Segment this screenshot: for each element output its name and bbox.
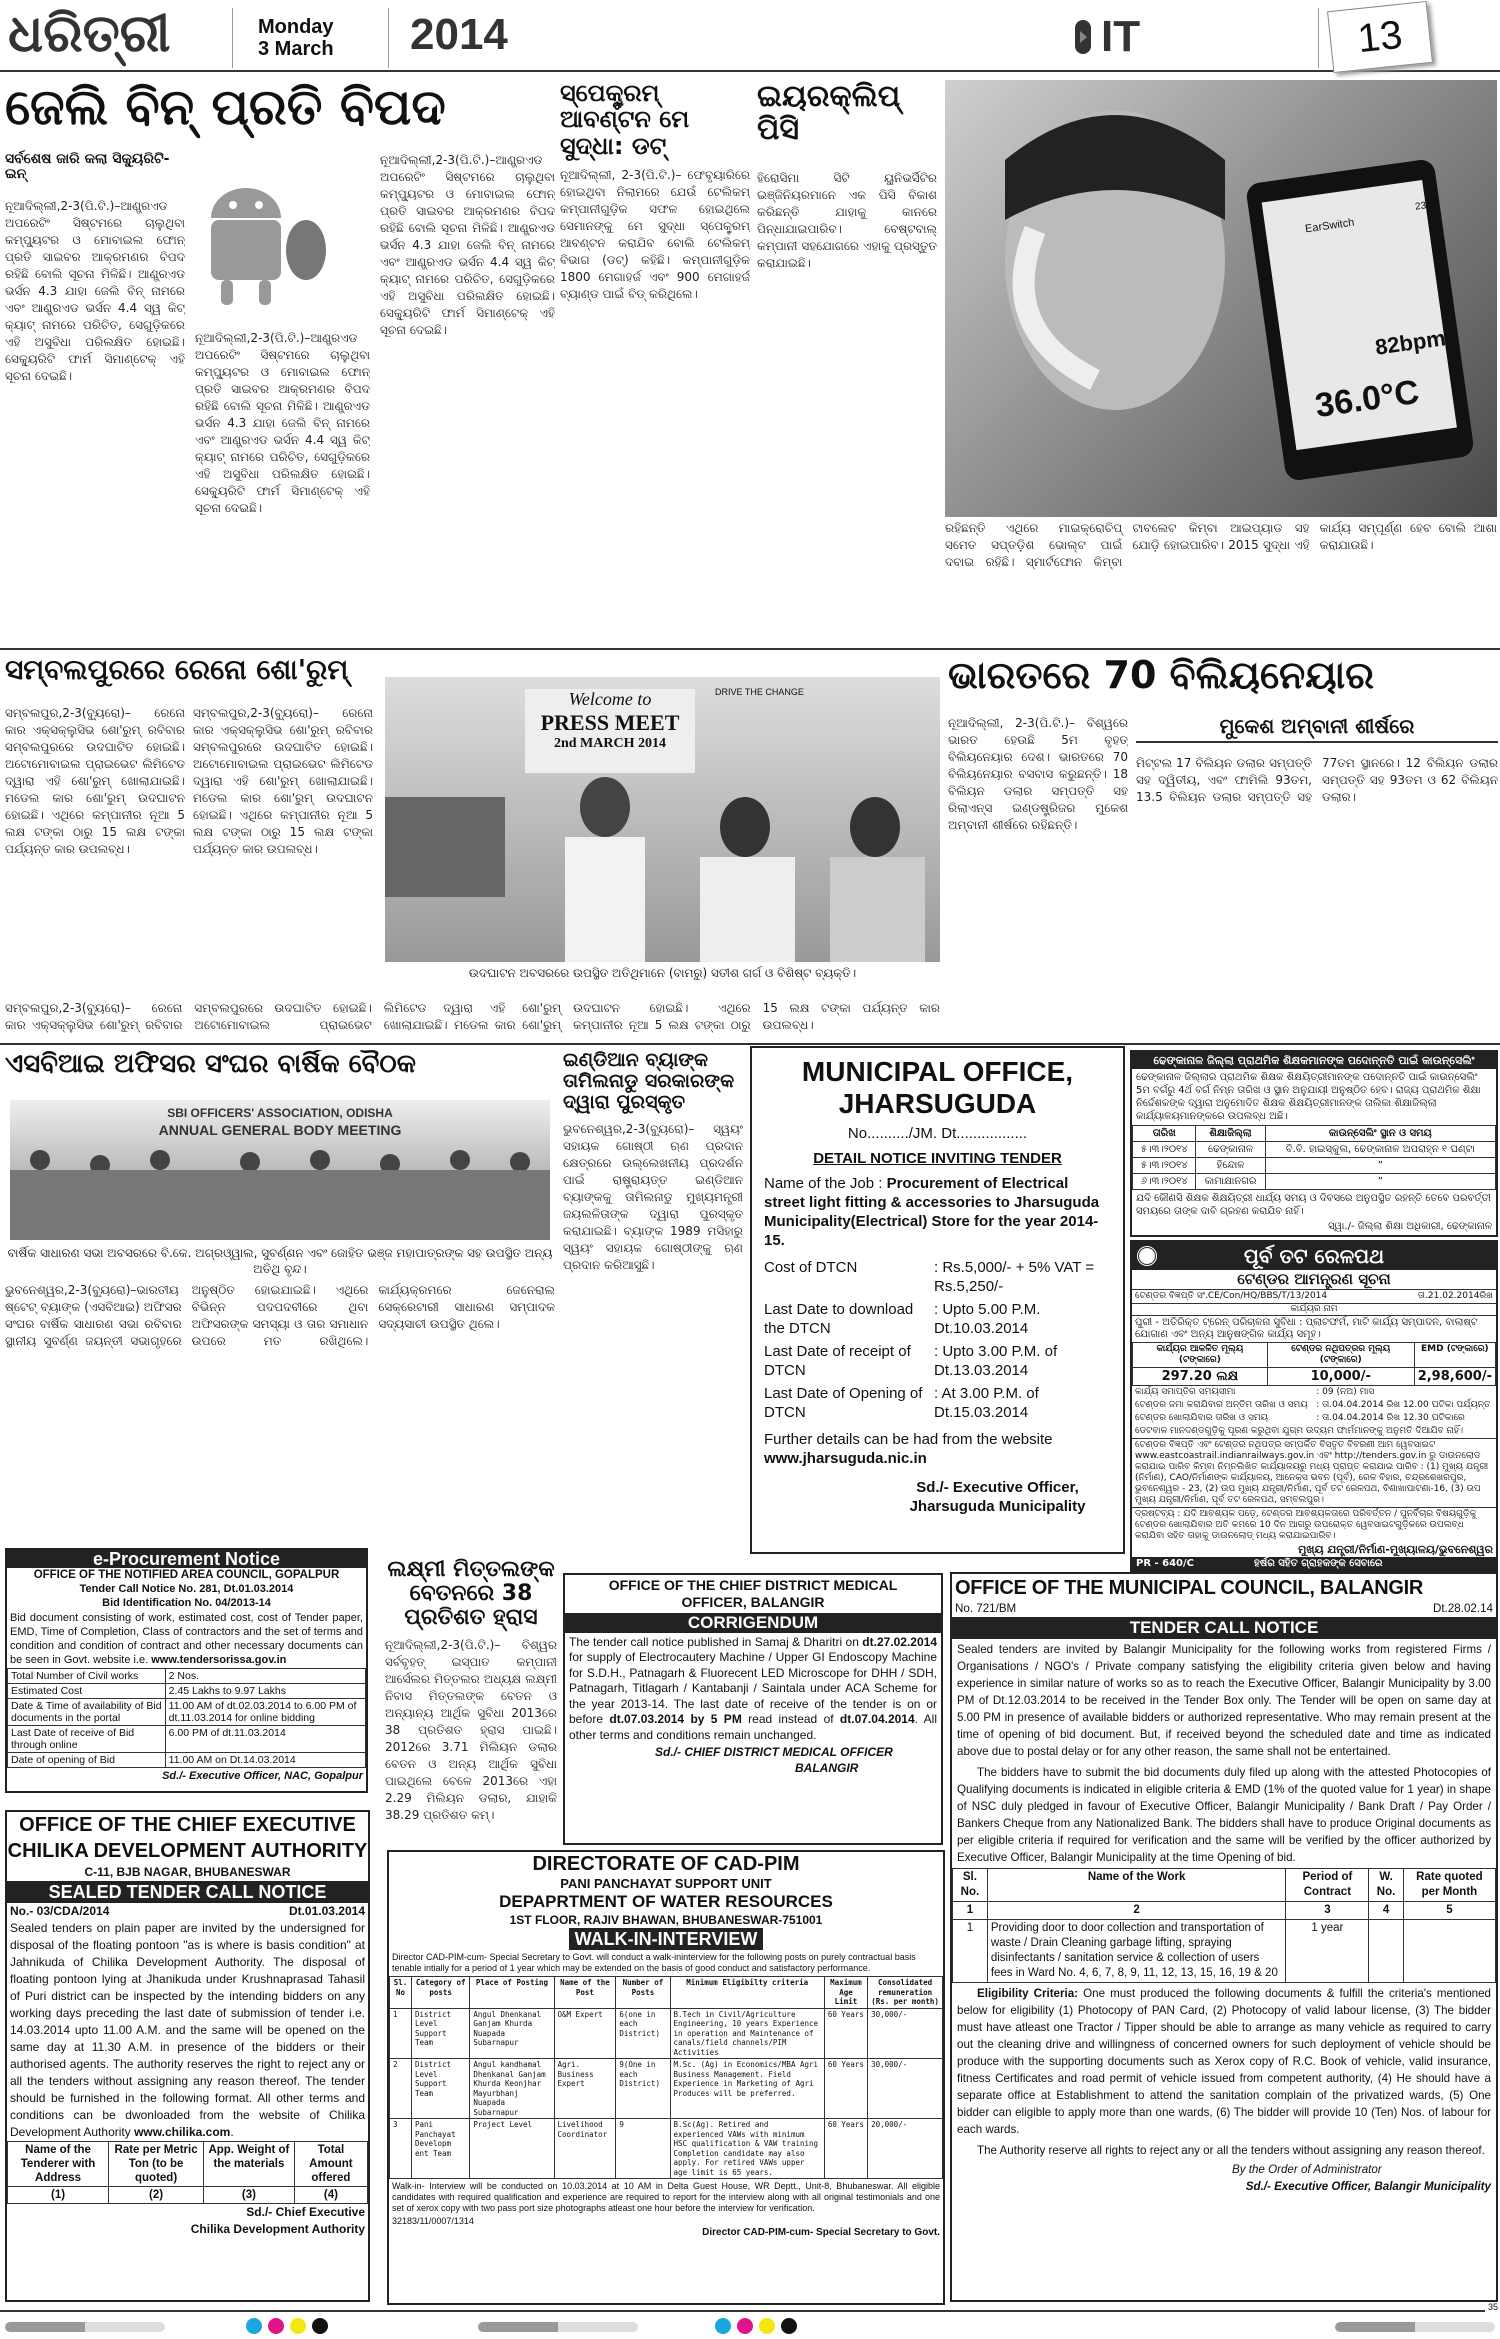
article-sbi [5, 1050, 555, 1460]
column-header: Name of the Tenderer with Address [8, 2142, 109, 2187]
table-cell: 11.00 AM of dt.02.03.2014 to 6.00 PM of dt.11.03.2014 for online bidding [165, 1699, 365, 1726]
article-body-col2: ନୂଆଦିଲ୍ଲୀ,2-3(ପି.ଟି.)–ଆଣ୍ଡ୍ରଏଡ ଅପରେଟିଂ ସିଷ୍ଟମରେ ଚାଲୁଥିବା କମ୍ପ୍ୟୁଟର ଓ ମୋବାଇଲ ଫୋନ୍ ପ୍ରତି ସାଇବର ଆକ୍ରମଣର ବିପଦ ରହିଛି ବୋଲି ସୂଚନା ମିଳିଛି। ଆଣ୍ଡ୍ରଏଡ ଭର୍ସନ 4.3 ଯାହା ଜେଲି ବିନ୍ ନାମରେ ଏବଂ ଆଣ୍ଡ୍ରଏଡ ଭର୍ସନ 4.4 ସ୍ୱ କିଟ୍ କ୍ୟାଟ୍ ନାମରେ ପରିଚିତ, ସେଗୁଡ଼ିକରେ ଏହି ଅସୁବିଧା ପରିଲକ୍ଷିତ ହୋଇଛି। ସେକ୍ୟୁରିଟି ଫାର୍ମ ସିମାଣ୍ଟେକ୍ ଏହି ସୂଚନା ଦେଇଛି। [195, 331, 370, 515]
notice-jharsuguda [750, 1046, 1125, 1554]
signature: Sd./- Executive Officer, Balangir Municipality [1245, 2180, 1491, 2193]
details-table [1132, 1386, 1496, 1425]
table-row [390, 2119, 943, 2179]
table-header-row [1133, 1343, 1496, 1368]
section-label [1075, 12, 1140, 62]
registration-dot [268, 2318, 284, 2334]
android-image [191, 180, 336, 320]
column-header: Sl. No. [953, 1869, 988, 1902]
earclip-photo [945, 80, 1497, 517]
table-cell: Providing door to door collection and transportation of waste / Drain Cleaning garbage lifting, spraying disinfectants / sanitation service & collection of users fees in Ward No. 4, 6, 7, 8, 9, 11, 12, 13, 15, 16, 19 & 20 [987, 1920, 1286, 1983]
table-cell [1403, 1920, 1495, 1983]
paragraph: Sealed tenders are invited by Balangir Municipality for the following works from registered Firms / Organisations / NGO's / Private company satisfying the eligibility criteria given below and having experience in similar nature of works so as to reach the Executive Officer, Balangir Municipality by 3.00 PM of Dt.12.03.2014 to be received in the Tender Box only. The Tender will be open on same day at 5.00 PM in presence of available bidders or authorized representative. Who may remain present at the time of opening of bid document. But, if received beyond the scheduled date and time as indicated above due to postal delay or for any other reason, the same shall not be entertained. [957, 1643, 1491, 1758]
headline: ସମ୍ବଲପୁରରେ ରେନୋ ଶୋ'ରୁମ୍ [5, 655, 349, 686]
table-cell: 2 [390, 2059, 412, 2119]
job-name [764, 1174, 1111, 1250]
column-header: App. Weight of the materials [204, 2142, 295, 2187]
press-meet-banner [525, 689, 695, 773]
notice-cad-pim [387, 1850, 945, 2305]
article-mittal [385, 1558, 557, 1848]
table-cell: : 09 (ନଅ) ମାସ [1316, 1387, 1375, 1397]
divider [232, 8, 233, 68]
banner-line: Welcome to [568, 689, 652, 709]
detail-label: Cost of DTCN [764, 1259, 858, 1276]
signature: Chilika Development Authority [190, 2222, 365, 2236]
notice-note: ଯଦି କୌଣସି ଶିକ୍ଷକ ଶିକ୍ଷୟିତ୍ରୀ ଧାର୍ଯ୍ୟ ସମୟ ଓ ଦିବସରେ ଅନୁପସ୍ଥିତ ରହନ୍ତି ତେବେ ପରବର୍ତ୍ତୀ ସମୟରେ ତାଙ୍କ ଦାବି ଗ୍ରହଣ କରାଯିବ ନାହିଁ। [1136, 1193, 1491, 1217]
article-body-col3: ନୂଆଦିଲ୍ଲୀ,2-3(ପି.ଟି.)–ଆଣ୍ଡ୍ରଏଡ ଅପରେଟିଂ ସିଷ୍ଟମରେ ଚାଲୁଥିବା କମ୍ପ୍ୟୁଟର ଓ ମୋବାଇଲ ଫୋନ୍ ପ୍ରତି ସାଇବର ଆକ୍ରମଣର ବିପଦ ରହିଛି ବୋଲି ସୂଚନା ମିଳିଛି। ଆଣ୍ଡ୍ରଏଡ ଭର୍ସନ 4.3 ଯାହା ଜେଲି ବିନ୍ ନାମରେ ଏବଂ ଆଣ୍ଡ୍ରଏଡ ଭର୍ସନ 4.4 ସ୍ୱ କିଟ୍ କ୍ୟାଟ୍ ନାମରେ ପରିଚିତ, ସେଗୁଡ଼ିକରେ ଏହି ଅସୁବିଧା ପରିଲକ୍ଷିତ ହୋଇଛି। ସେକ୍ୟୁରିଟି ଫାର୍ମ ସିମାଣ୍ଟେକ୍ ଏହି ସୂଚନା ଦେଇଛି। [380, 153, 555, 337]
table-cell: 60 Years [824, 2008, 867, 2059]
man-with-phone-illustration [945, 80, 1497, 517]
value: Procurement of Electrical street light fitting & accessories to Jharsuguda Municipality(Electrical) Store for the year 2014-15. [764, 1175, 1100, 1249]
table-cell: ” [1265, 1158, 1495, 1174]
notice-body: Bid document consisting of work, estimated cost, cost of Tender paper, EMD, Time of Completion, Class of contractors and the set of terms and condition and condition of contract and other necessary documents can be seen in Govt. website i.e. [10, 1612, 363, 1666]
table-row [8, 1753, 366, 1768]
table-cell: 30,000/- [868, 2008, 943, 2059]
tender-format-table [7, 2141, 368, 2204]
tender-call-number: Tender Call Notice No. 281, Dt.01.03.2014 [79, 1583, 294, 1595]
phone-time: 23:16 [1414, 198, 1441, 213]
article-billionaire [948, 655, 1498, 1043]
notice-subtitle: DETAIL NOTICE INVITING TENDER [813, 1150, 1062, 1167]
notice-type: WALK-IN-INTERVIEW [569, 1928, 764, 1950]
notice-title: OFFICE OF THE MUNICIPAL COUNCIL, BALANGIR [955, 1577, 1424, 1599]
table-header-row [953, 1869, 1496, 1902]
text: The tender call notice published in Samaj & Dharitri on [569, 1634, 863, 1649]
note: ଦ୍ରଷ୍ଟବ୍ୟ : ଯଦି ଆବଶ୍ୟକ ପଡ଼େ, ଟେଣ୍ଡର ଆବଶ୍ୟକତାରେ ପରିବର୍ତ୍ତନ / ପୁନର୍ବିଚାର ବିଷୟଗୁଡ଼ିକୁ ଟେଣ୍ଡର ଖୋଲାଯିବାର ଅତି କମରେ 10 ଦିନ ଆଗରୁ ଉପରୋକ୍ତ ୱେବସାଇଟଗୁଡ଼ିକରେ ଉପଲବ୍ଧ କରାଯିବା ସହିତ ତାହାକୁ ଡାଉନଲୋଡ୍ ମଧ୍ୟ କରାଯାଇପାରିବ। [1135, 1509, 1477, 1541]
table-cell: 60 Years [824, 2059, 867, 2119]
article-body-col2: ସମ୍ବଲପୁର,2-3(ବ୍ୟୁରୋ)– ରେନୋ କାର ଏକ୍ସକ୍ଲୁସିଭ ଶୋ'ରୁମ୍ ରବିବାର ସମ୍ବଲପୁରରେ ଉଦଘାଟିତ ହୋଇଛି। ଅଟୋମୋବାଇଲ ପ୍ରାଇଭେଟ ଲିମିଟେଡ ଦ୍ୱାରା ଏହି ଶୋ'ରୁମ୍ ଖୋଲାଯାଇଛି। ମଡେଲ କାର ଶୋ'ରୁମ୍ ଉଦଘାଟନ ହୋଇଛି। ଏଥିରେ କମ୍ପାନୀର ନୂଆ 5 ଲକ୍ଷ ଟଙ୍କା ଠାରୁ 15 ଲକ୍ଷ ଟଙ୍କା ପର୍ଯ୍ୟନ୍ତ କାର ଉପଲବ୍ଧ। [193, 706, 373, 856]
table-cell: Angul Dhenkanal Ganjam Khurda Nuapada Subarnapur [470, 2008, 554, 2059]
registration-bar [5, 2322, 165, 2332]
table-cell: ଢେଙ୍କାନାଳ [1196, 1142, 1265, 1158]
table-cell: (3) [204, 2187, 295, 2204]
table-row [1132, 1412, 1496, 1425]
notice-number: No.- 03/CDA/2014 [10, 1904, 110, 1918]
table-cell: ଟେଣ୍ଡର ଜମା କରାଯିବାର ଅନ୍ତିମ ତାରିଖ ଓ ସମୟ [1135, 1400, 1308, 1410]
column-header: Category of posts [411, 1977, 469, 2009]
column-header: Consolidated remuneration (Rs. per month) [868, 1977, 943, 2009]
paragraph: The Authority reserve all rights to reject any or all the tenders without assigning any reason thereof. [977, 2144, 1485, 2157]
table-cell: (1) [8, 2187, 109, 2204]
subheadline: ମୁକେଶ ଅମ୍ବାନୀ ଶୀର୍ଷରେ [1136, 715, 1498, 743]
table-row [1133, 1158, 1496, 1174]
work-label: କାର୍ଯ୍ୟର ନାମ [1132, 1304, 1496, 1316]
article-body: ନୂଆଦିଲ୍ଲୀ,2-3(ପି.ଟି.)– ବିଶ୍ୱର ସର୍ବବୃହତ୍ ଇସ୍ପାତ କମ୍ପାନୀ ଆର୍ସେଲର ମିତ୍ତଲର ଅଧ୍ୟକ୍ଷ ଲକ୍ଷ୍ମୀ ନିବାସ ମିତ୍ତଲଙ୍କ ବେତନ ଓ ଅନ୍ୟାନ୍ୟ ଆର୍ଥିକ ସୁବିଧା 2013ରେ 38 ପ୍ରତିଶତ ହ୍ରାସ ପାଇଛି। 2012ରେ 3.71 ମିଲିୟନ ଡଲାର ବେତନ ଓ ଅନ୍ୟ ଆର୍ଥିକ ସୁବିଧା ପାଇଥିଲେ ବେଳେ 2013ରେ ଏହା 2.29 ମିଲିୟନ ଡଲାର, ଯାହାକି 38.29 ପ୍ରତିଶତ କମ୍। [385, 1637, 557, 1822]
divider [1318, 8, 1319, 68]
article-body-cont: ସମ୍ବଲପୁର,2-3(ବ୍ୟୁରୋ)– ରେନୋ କାର ଏକ୍ସକ୍ଲୁସିଭ ଶୋ'ରୁମ୍ ରବିବାର ସମ୍ବଲପୁରରେ ଉଦଘାଟିତ ହୋଇଛି। ଅଟୋମୋବାଇଲ ପ୍ରାଇଭେଟ ଲିମିଟେଡ ଦ୍ୱାରା ଏହି ଶୋ'ରୁମ୍ ଖୋଲାଯାଇଛି। ମଡେଲ କାର ଶୋ'ରୁମ୍ ଉଦଘାଟନ ହୋଇଛି। ଏଥିରେ କମ୍ପାନୀର ନୂଆ 5 ଲକ୍ଷ ଟଙ୍କା ଠାରୁ 15 ଲକ୍ଷ ଟଙ୍କା ପର୍ଯ୍ୟନ୍ତ କାର ଉପଲବ୍ଧ। [5, 1001, 940, 1032]
signature: Sd./- Chief Executive [246, 2205, 365, 2219]
table-cell: District Level Support Team [411, 2008, 469, 2059]
registration-dot [290, 2318, 306, 2334]
notice-date: Dt.28.02.14 [1433, 1602, 1493, 1615]
department: DEPAPRTMENT OF WATER RESOURCES [499, 1892, 833, 1911]
notice-type: CORRIGENDUM [565, 1613, 941, 1633]
table-cell: 1 [953, 1920, 988, 1983]
signature: ସ୍ୱା./- ଜିଲ୍ଲା ଶିକ୍ଷା ଅଧିକାରୀ, ଢେଙ୍କାନାଳ [1328, 1221, 1492, 1232]
table-cell: 9 [616, 2119, 670, 2179]
table-cell: : ତା.04.04.2014 ରିଖ 12.30 ଘଟିକାରେ [1316, 1413, 1465, 1423]
headline: ସ୍ପେକ୍ଟ୍ରମ୍ ଆବଣ୍ଟନ ମେ ସୁଦ୍ଧା: ଡଟ୍ [560, 80, 690, 160]
table-cell: Date & Time of availability of Bid documents in the portal [8, 1699, 166, 1726]
pr-number: PR - 640/C [1136, 1558, 1195, 1569]
order-line: By the Order of Administrator [1232, 2163, 1382, 2176]
table-cell: 1 [390, 2008, 412, 2059]
table-cell: କାମାକ୍ଷାନଗର [1196, 1174, 1265, 1190]
table-row [8, 1726, 366, 1753]
table-row [953, 1920, 1496, 1983]
table-cell: Agri. Business Expert [554, 2059, 616, 2119]
column-header: Number of Posts [616, 1977, 670, 2009]
column-header: ଶିକ୍ଷାଜିଲ୍ଲା [1196, 1126, 1265, 1142]
table-row [8, 2187, 368, 2204]
table-cell: 10,000/- [1267, 1368, 1414, 1386]
date: dt.07.03.2014 by 5 PM [609, 1712, 742, 1726]
divider [0, 2310, 1485, 2312]
banner-slogan: DRIVE THE CHANGE [715, 687, 804, 697]
kicker: ସର୍ବଶେଷ ଜାରି କଲା ସିକ୍ୟୁରିଟି-ଇନ୍ [5, 151, 170, 183]
column-header: W. No. [1369, 1869, 1403, 1902]
headline: ଜେଲି ବିନ୍ ପ୍ରତି ବିପଦ [5, 80, 446, 136]
people-illustration [10, 1140, 550, 1240]
article-body: ନୂଆଦିଲ୍ଲୀ, 2-3(ପି.ଟି.)– ଫେବୃୟାରିରେ ହୋଇଥିବା ନିଲାମରେ ଯେଉଁ ଟେଲିକମ୍ କମ୍ପାନୀଗୁଡ଼ିକ ସଫଳ ହୋଇଥିଲେ ସେମାନଙ୍କୁ ମେ ସୁଦ୍ଧା ସ୍ପେକ୍ଟ୍ରମ୍ ଆବଣ୍ଟନ କରାଯିବ ବୋଲି ଟେଲିକମ୍ ବିଭାଗ (ଡଟ୍) କହିଛି। କମ୍ପାନୀଗୁଡ଼ିକ 1800 ମେଗାହର୍ଜ ଏବଂ 900 ମେଗାହର୍ଜ ବ୍ୟାଣ୍ଡ ପାଇଁ ବିଡ୍ କରିଥିଲେ। [560, 168, 750, 302]
cost-table [1132, 1342, 1496, 1386]
table-cell: Livelihood Coordinator [554, 2119, 616, 2179]
column-header: Place of Posting [470, 1977, 554, 2009]
notice-title: ଢେଙ୍କାନାଳ ଜିଲ୍ଲା ପ୍ରାଥମିକ ଶିକ୍ଷକମାନଙ୍କ ପଦୋନ୍ନତି ପାଇଁ କାଉନ୍ସେଲିଂ [1132, 1052, 1496, 1069]
table-cell: 2.45 Lakhs to 9.97 Lakhs [165, 1684, 365, 1699]
registration-dot [759, 2318, 775, 2334]
office-name: OFFICE OF THE NOTIFIED AREA COUNCIL, GOPALPUR [33, 1569, 340, 1581]
print-mark: 35 [1487, 2302, 1498, 2312]
column-header: Total Amount offered [294, 2142, 367, 2187]
table-cell: 5 [1403, 1902, 1495, 1920]
detail-row [764, 1342, 1111, 1380]
column-header: କାର୍ଯ୍ୟର ଆକଳିତ ମୂଲ୍ୟ (ଟଙ୍କାରେ) [1133, 1343, 1268, 1368]
column-header: Name of the Work [987, 1869, 1286, 1902]
column-header: EMD (ଟଙ୍କାରେ) [1414, 1343, 1495, 1368]
divider [0, 648, 1500, 650]
article-body: ଭୁବନେଶ୍ୱର,2-3(ବ୍ୟୁରୋ)–ଭାରତୀୟ ଷ୍ଟେଟ୍ ବ୍ୟାଙ୍କ (ଏସବିଆଇ) ଅଫିସର ସଂଘର ବାର୍ଷିକ ସାଧାରଣ ସଭା ରବିବାର ସ୍ଥାନୀୟ ସୁବର୍ଣ୍ଣ ଜୟନ୍ତୀ ସଭାଗୃହରେ ଅନୁଷ୍ଠିତ ହୋଇଯାଇଛି। ଏଥିରେ ବିଭିନ୍ନ ପଦପଦବୀରେ ଥିବା ଅଫିସରଙ୍କ ସମସ୍ୟା ଓ ତାର ସମାଧାନ ଉପରେ ମତ ରଖିଥିଲେ। କାର୍ଯ୍ୟକ୍ରମରେ ଜେନେରାଲ ସେକ୍ରେଟାରୀ ସାଧାରଣ ସମ୍ପାଦକ ସଦ୍ୟସାଚୀ ଉପସ୍ଥିତ ଥିଲେ। [5, 1283, 555, 1348]
table-header-row [390, 1977, 943, 2009]
reference-number: 32183/11/0007/1314 [392, 2216, 474, 2226]
detail-value: : Upto 5.00 P.M. Dt.10.03.2014 [934, 1301, 1041, 1337]
banner-text: ANNUAL GENERAL BODY MEETING [158, 1122, 402, 1138]
table-cell [1369, 1920, 1403, 1983]
column-header: Rate quoted per Month [1403, 1869, 1495, 1902]
registration-dot [737, 2318, 753, 2334]
print-footer [0, 2302, 1500, 2336]
address: C-11, BJB NAGAR, BHUBANESWAR [84, 1865, 291, 1879]
photo-caption: ବାର୍ଷିକ ସାଧାରଣ ସଭା ଅବସରରେ ବି.କେ. ଅଗ୍ରଓ୍ୱାଲ, ସୁବର୍ଣ୍ଣନ ଏବଂ ଜୋହିତ ଭଞ୍ଜ ମହାପାତ୍ରଙ୍କ ସହ ଉପସ୍ଥିତ ଅନ୍ୟ ଅତିଥି ବୃନ୍ଦ। [7, 1246, 553, 1276]
paragraph: The bidders have to submit the bid documents duly filed up along with the attested Photocopies of Qualifying documents is indicated in eligible criteria & EMD (1% of the quoted value for 1 year) in shape of NSC duly pledged in favour of Executive Officer, Balangir Municipality / Bank Draft / Pay Order / Bankers Cheque from any Nationalized Bank. The bidders shall have to produce Original documents as per eligible criteria if required for verification and the same will be verified by the officer authorized by Executive Officer, Balangir Municipality at the time Opening of bid. [957, 1766, 1491, 1864]
banner-text: SBI OFFICERS' ASSOCIATION, ODISHA [167, 1106, 393, 1120]
table-cell: 1 [953, 1902, 988, 1920]
article-jellybean [5, 80, 555, 645]
play-bullet-icon [1075, 20, 1091, 54]
notice-title: DIRECTORATE OF CAD-PIM [532, 1853, 800, 1875]
website-link[interactable]: www.tendersorissa.gov.in [151, 1654, 287, 1666]
page-number: 13 [1327, 1, 1433, 73]
table-cell: 6.00 PM of dt.11.03.2014 [165, 1726, 365, 1753]
table-cell: Date of opening of Bid [8, 1753, 166, 1768]
table-cell: (4) [294, 2187, 367, 2204]
table-row [1133, 1368, 1496, 1386]
press-meet-photo [385, 677, 940, 962]
detail-value: : At 3.00 P.M. of Dt.15.03.2014 [934, 1385, 1039, 1421]
website-link[interactable]: www.chilika.com [134, 2125, 231, 2139]
column-header: Sl. No [390, 1977, 412, 2009]
table-cell: ୬।୩।୨୦୧୪ [1133, 1174, 1196, 1190]
registration-dot [781, 2318, 797, 2334]
table-cell: ୫।୩।୨୦୧୪ [1133, 1142, 1196, 1158]
works-table [952, 1868, 1496, 1983]
article-body-col2: ମିଟ୍ଟଲ 17 ବିଲିୟନ ଡଲାର ସମ୍ପତ୍ତି ସହ ଦ୍ୱିତୀୟ, ଏବଂ ଫାମିଲି 93ତମ, 13.5 ବିଲିୟନ ଡଲାର ସମ୍ପତ୍ତି ସହ 77ତମ ସ୍ଥାନରେ। 12 ବିଲିୟନ ଡଲାର ସମ୍ପତ୍ତି ସହ 93ତମ ଓ 62 ବିଲିୟନ ଡଲାର। [1136, 756, 1498, 804]
notice-date: Dt.01.03.2014 [288, 1904, 365, 1918]
table-header-row [1133, 1126, 1496, 1142]
table-cell: Project Level [470, 2119, 554, 2179]
column-header: Period of Contract [1286, 1869, 1369, 1902]
table-cell: ” [1265, 1174, 1495, 1190]
banner-line: 2nd MARCH 2014 [553, 736, 666, 751]
title-text: ପୂର୍ବ ତଟ ରେଳପଥ [1243, 1244, 1385, 1268]
article-body: ଭୁବନେଶ୍ୱର,2-3(ବ୍ୟୁରୋ)– ସ୍ୱୟଂ ସହାୟକ ଗୋଷ୍ଠୀ ଋଣ ପ୍ରଦାନ କ୍ଷେତ୍ରରେ ଉଲ୍ଲେଖନୀୟ ପ୍ରଦର୍ଶନ ପାଇଁ ରାଷ୍ଟ୍ରାୟତ୍ତ ଇଣ୍ଡିଆନ ବ୍ୟାଙ୍କକୁ ତାମିଲନାଡୁ ମୁଖ୍ୟମନ୍ତ୍ରୀ ଜୟଲଳିତାଙ୍କ ଦ୍ୱାରା ପୁରସ୍କୃତ କରାଯାଇଛି। ବ୍ୟାଙ୍କ 1989 ମସିହାରୁ ସ୍ୱୟଂ ସହାୟକ ଗୋଷ୍ଠୀଙ୍କୁ ଋଣ ପ୍ରଦାନ କରିଆସୁଛି। [563, 1121, 743, 1272]
text: . All other terms and conditions remain unchanged. [569, 1712, 937, 1742]
table-row [8, 1699, 366, 1726]
notice-number: No........../JM. Dt................. [847, 1125, 1028, 1142]
table-row [8, 1684, 366, 1699]
article-body: ସମ୍ବଲପୁର,2-3(ବ୍ୟୁରୋ)– ରେନୋ କାର ଏକ୍ସକ୍ଲୁସିଭ ଶୋ'ରୁମ୍ ରବିବାର ସମ୍ବଲପୁରରେ ଉଦଘାଟିତ ହୋଇଛି। ଅଟୋମୋବାଇଲ ପ୍ରାଇଭେଟ ଲିମିଟେଡ ଦ୍ୱାରା ଏହି ଶୋ'ରୁମ୍ ଖୋଲାଯାଇଛି। ମଡେଲ କାର ଶୋ'ରୁମ୍ ଉଦଘାଟନ ହୋଇଛି। ଏଥିରେ କମ୍ପାନୀର ନୂଆ 5 ଲକ୍ଷ ଟଙ୍କା ଠାରୁ 15 ଲକ୍ଷ ଟଙ୍କା ପର୍ଯ୍ୟନ୍ତ କାର ଉପଲବ୍ଧ। [5, 706, 185, 856]
text: read instead of [741, 1712, 840, 1726]
table-cell: 20,000/- [868, 2119, 943, 2179]
headline: ଭାରତରେ 70 ବିଲିୟନେୟାର [948, 655, 1375, 697]
table-cell: 3 [1286, 1902, 1369, 1920]
headline: ଲକ୍ଷ୍ମୀ ମିତ୍ତଲଙ୍କ ବେତନରେ 38 ପ୍ରତିଶତ ହ୍ରାସ [387, 1558, 555, 1631]
notice-cdmo-balangir [563, 1573, 943, 1845]
counselling-table [1132, 1125, 1496, 1190]
notice-title: e-Procurement Notice [7, 1550, 366, 1568]
table-row [390, 2059, 943, 2119]
table-row [1133, 1142, 1496, 1158]
registration-bar [1335, 2322, 1495, 2332]
column-header: ଟେଣ୍ଡର ନଥିପତ୍ରର ମୂଲ୍ୟ (ଟଙ୍କାରେ) [1267, 1343, 1414, 1368]
label: Name of the Job : [764, 1175, 887, 1192]
notice-subtitle: ଟେଣ୍ଡର ଆମନ୍ତ୍ରଣ ସୂଚନା [1132, 1270, 1496, 1290]
signature: Sd./- Executive Officer, [916, 1479, 1079, 1496]
notice-type: SEALED TENDER CALL NOTICE [7, 1881, 368, 1903]
article-body-cont: ରହିଛନ୍ତି ଏଥିରେ ମାଇକ୍ରୋଚିପ୍ ସମେତ ସପ୍ତଡ଼ିଶ ଭୋଲ୍ଟ ପାଇଁ ଦବାଇ ରହିଛି। ସ୍ମାର୍ଟଫୋନ କିମ୍ବା ଟାବଲେଟ କିମ୍ବା ଆଇପ୍ୟାଡ ସହ ଯୋଡ଼ି ହୋଇପାରିବ। 2015 ସୁଦ୍ଧା ଏହି କାର୍ଯ୍ୟ ସମ୍ପୂର୍ଣ୍ଣ ହେବ ବୋଲି ଆଶା କରାଯାଉଛି। [945, 521, 1497, 569]
column-header: ତାରିଖ [1133, 1126, 1196, 1142]
headline: ଇୟରକ୍ଲିପ୍ ପିସି [757, 79, 901, 147]
table-row [1133, 1174, 1496, 1190]
photo-caption: ଉଦଘାଟନ ଅବସରରେ ଉପସ୍ଥିତ ଅତିଥିମାନେ (ବାମରୁ) ସତୀଶ ଗର୍ଗ ଓ ବିଶିଷ୍ଟ ବ୍ୟକ୍ତି। [468, 966, 857, 980]
detail-value: : Upto 3.00 P.M. of Dt.13.03.2014 [934, 1343, 1058, 1379]
notice-title: OFFICE OF THE CHIEF DISTRICT MEDICAL OFFICER, BALANGIR [608, 1577, 898, 1610]
heart-rate-readout: 82bpm [1373, 325, 1448, 360]
column-header: Name of the Post [554, 1977, 616, 2009]
table-cell: 1 year [1286, 1920, 1369, 1983]
railway-logo-icon [1136, 1245, 1158, 1267]
tender-details-table [7, 1668, 366, 1768]
table-cell: Angul kandhamal Dhenkanal Ganjam Khurda Keonjhar Mayurbhanj Nuapada Subarnapur [470, 2059, 554, 2119]
address: 1ST FLOOR, RAJIV BHAWAN, BHUBANESWAR-751001 [509, 1913, 823, 1927]
notice-balangir [950, 1572, 1498, 2302]
sub-title: PANI PANCHAYAT SUPPORT UNIT [560, 1876, 772, 1891]
headline: ଏସବିଆଇ ଅଫିସର ସଂଘର ବାର୍ଷିକ ବୈଠକ [5, 1050, 416, 1079]
table-cell: 3 [390, 2119, 412, 2179]
detail-rows [764, 1258, 1111, 1422]
bid-id: Bid Identification No. 04/2013-14 [102, 1597, 271, 1609]
text: for supply of Electrocautery Machine / Upper GI Endoscopy Machine for S.D.H., Patnagarh & Fluorecent LED Microscope for DHH / SDH, Patnagarh, Titlagarh / Kantabanji / Saintala under ACA Scheme for the year 2013-14. The last date of receive of the tender is on or before [569, 1650, 937, 1726]
article-body: ନୂଆଦିଲ୍ଲୀ,2-3(ପି.ଟି.)–ଆଣ୍ଡ୍ରଏଡ ଅପରେଟିଂ ସିଷ୍ଟମରେ ଚାଲୁଥିବା କମ୍ପ୍ୟୁଟର ଓ ମୋବାଇଲ ଫୋନ୍ ପ୍ରତି ସାଇବର ଆକ୍ରମଣର ବିପଦ ରହିଛି ବୋଲି ସୂଚନା ମିଳିଛି। ଆଣ୍ଡ୍ରଏଡ ଭର୍ସନ 4.3 ଯାହା ଜେଲି ବିନ୍ ନାମରେ ଏବଂ ଆଣ୍ଡ୍ରଏଡ ଭର୍ସନ 4.4 ସ୍ୱ କିଟ୍ କ୍ୟାଟ୍ ନାମରେ ପରିଚିତ, ସେଗୁଡ଼ିକରେ ଏହି ଅସୁବିଧା ପରିଲକ୍ଷିତ ହୋଇଛି। ସେକ୍ୟୁରିଟି ଫାର୍ମ ସିମାଣ୍ଟେକ୍ ଏହି ସୂଚନା ଦେଇଛି। [5, 199, 185, 383]
signature: Sd./- CHIEF DISTRICT MEDICAL OFFICER [655, 1745, 893, 1759]
detail-row [764, 1300, 1111, 1338]
note: ଟେଣ୍ଡର ବିଜ୍ଞପ୍ତି ଏବଂ ଟେଣ୍ଡର ନଥିପତ୍ର ସମ୍ପର୍କିତ ବିସ୍ତୃତ ବିବରଣୀ ଆମ ୱେବସାଇଟ www.eastcoastrail.indianrailways.gov.in ଏବଂ http://tenders.gov.in ରୁ ଡାଉନଲୋଡ କରାଯାଇ ପାରିବ କିମ୍ବା ନିମ୍ନଲିଖିତ କାର୍ଯ୍ୟାଳୟରୁ ମଧ୍ୟ ପ୍ରାପ୍ତ କରାଯାଇ ପାରିବ : (1) ମୁଖ୍ୟ ଯନ୍ତ୍ରୀ (ନିର୍ମାଣ), CAO/ନିର୍ମାଣଙ୍କ କାର୍ଯ୍ୟାଳୟ, ଆନେକ୍ସ ଭବନ (ପୂର୍ବ), ରେଳ ବିହାର, ଚନ୍ଦ୍ରଶେଖରପୁର, ଭୁବନେଶ୍ୱର - 23, (2) ଉପ ମୁଖ୍ୟ ଯନ୍ତ୍ରୀ/ନିର୍ମାଣ, ପୂର୍ବ ତଟ ରେଳପଥ, ବିଶାଖାପାଟଣା-16, (3) ଉପ ମୁଖ୍ୟ ଯନ୍ତ୍ରୀ/ନିର୍ମାଣ, ପୂର୍ବ ତଟ ରେଳପଥ, ସମ୍ବଲପୁର। [1132, 1439, 1496, 1508]
divider [388, 8, 389, 68]
signature: Director CAD-PIM-cum- Special Secretary to Govt. [702, 2227, 940, 2238]
table-cell: 9(One in each District) [616, 2059, 670, 2119]
table-cell: M.Sc. (Ag) in Economics/MBA Agri Business Management. Field Experience in Marketing of Agri Produces will be preferred. [670, 2059, 824, 2119]
table-cell: (2) [109, 2187, 204, 2204]
detail-label: Last Date of Opening of DTCN [764, 1385, 923, 1421]
issue-date [258, 16, 334, 60]
table-cell: District Level Support Team [411, 2059, 469, 2119]
table-row [953, 1902, 1496, 1920]
table-row [8, 1669, 366, 1684]
table-cell: କାର୍ଯ୍ୟ ସମାପ୍ତିର ସମୟସୀମା [1135, 1387, 1236, 1397]
column-header: Maximum Age Limit [824, 1977, 867, 2009]
notice-intro: Director CAD-PIM-cum- Special Secretary to Govt. will conduct a walk-ininterview for the following posts on purely contractual basis tenable intially for a period of 1 year which may be extended on the basis of good conduct and satisfactory performance. [392, 1952, 916, 1973]
table-row [1132, 1399, 1496, 1412]
notice-body [565, 1633, 941, 1746]
article-body: ହିରୋସିମା ସିଟି ୟୁନିଭର୍ସିଟିର ଇଞ୍ଜିନିୟରମାନେ ଏକ ପିସି ବିକାଶ କରିଛନ୍ତି ଯାହାକୁ କାନରେ ପିନ୍ଧାଯାଇପାରିବ। ବେଷ୍ଟବାଲ୍ କମ୍ପାନୀ ସହଯୋଗରେ ଏହାକୁ ପ୍ରସ୍ତୁତ କରାଯାଇଛି। [757, 171, 937, 270]
date: dt.27.02.2014 [862, 1634, 937, 1649]
notice-dhenkanal [1130, 1050, 1498, 1237]
table-cell: 60 Years [824, 2119, 867, 2179]
notice-footer: Walk-in- Interview will be conducted on 10.03.2014 at 10 AM in Delta Guest House, WR Deptt., Unit-8, Bhubaneswar. All eligible candidates with required qualification and experience are required to report for the interview along with all original testimonials and one set of xerox copy with two pass port size photographs atleast one hour before the interview for verification. [392, 2181, 940, 2213]
label: Eligibility Criteria: [977, 1987, 1079, 2000]
phone-app-name: EarSwitch [1304, 216, 1356, 236]
eligibility-text: One must produced the following documents & fulfill the criteria's mentioned below for eligibility (1) Photocopy of PAN Card, (2) Photocopy of valid labour license, (3) The bidder must have atleast one Tractor / Tipper should be able to arrange as many vehicle as required to carry out the cleaning drive and willingness of concerned owners for such deployment of vehicle should be produce with the supporting documents such as Xerox copy of R.C. Book of vehicle, valid insurance, fitness Certificates and road permit of vehicle issued from competent authority, (4) He should have a separate office at Establishment to attend the sanitation complain of the privatized wards, (5) One bidder can eligible to apply more than one wards, (6) The bidder will provide 10 (Ten) Nos. of labour for each wards. [957, 1987, 1491, 2136]
newspaper-logo: ଧରିତ୍ରୀ [8, 4, 171, 64]
notice-number: No. 721/BM [955, 1602, 1017, 1615]
table-cell: 2,98,600/- [1414, 1368, 1495, 1386]
column-header: Minimum Eligibilty criteria [670, 1977, 824, 2009]
temperature-readout: 36.0°C [1312, 372, 1422, 426]
article-earclip [757, 80, 1497, 645]
further-details: Further details can be had from the website [764, 1431, 1053, 1448]
divider [0, 1043, 1500, 1045]
detail-row [764, 1258, 1111, 1296]
table-cell: B.Sc(Ag). Retired and experienced VAWs with minimum HSC qualification & VAW training Completion candidate may also apply. For retired VAWs upper age limit is 65 years. [670, 2119, 824, 2179]
table-cell: Last Date of receive of Bid through online [8, 1726, 166, 1753]
banner-line: PRESS MEET [540, 710, 680, 735]
detail-label: Last Date of receipt of DTCN [764, 1343, 911, 1379]
signature: Jharsuguda Municipality [909, 1498, 1086, 1515]
article-indianbank [563, 1050, 743, 1500]
column-header: କାଉନ୍ସେଲିଂ ସ୍ଥାନ ଓ ସମୟ [1265, 1126, 1495, 1142]
notice-title: CHILIKA DEVELOPMENT AUTHORITY [7, 1840, 368, 1862]
table-cell: Total Number of Civil works [8, 1669, 166, 1684]
registration-bar [478, 2322, 638, 2332]
notice-intro: ଢେଙ୍କାନାଳ ଜିଲ୍ଲାର ପ୍ରାଥମିକ ଶିକ୍ଷକ ଶିକ୍ଷୟିତ୍ରୀମାନଙ୍କ ପଦୋନ୍ନତି ପାଇଁ କାଉନ୍ସେଲିଂ 5ମ ବର୍ଗରୁ 4ର୍ଥ ବର୍ଗ ନିମ୍ନ ତାରିଖ ଓ ସ୍ଥାନ ଅନୁଯାୟୀ ଅନୁଷ୍ଠିତ ହେବ। ରାଜ୍ୟ ପ୍ରାଥମିକ ଶିକ୍ଷା ନିର୍ଦ୍ଦେଶକଙ୍କ ଦ୍ୱାରା ଅନୁମୋଦିତ ଶିକ୍ଷକ ଶିକ୍ଷୟିତ୍ରୀମାନଙ୍କ ତାଲିକା ଶିକ୍ଷାଜିଲ୍ଲା କାର୍ଯ୍ୟାଳୟମାନଙ୍କରେ ଉପଲବ୍ଧ ଅଛି। [1136, 1072, 1481, 1122]
issue-year: 2014 [410, 10, 508, 59]
table-cell: Estimated Cost [8, 1684, 166, 1699]
day: Monday [258, 16, 334, 38]
date: dt.07.04.2014 [839, 1712, 915, 1726]
signature: ମୁଖ୍ୟ ଯନ୍ତ୍ରୀ/ନିର୍ମାଣ-ମୁଖ୍ୟାଳୟ/ଭୁବନେଶ୍ୱର [1298, 1543, 1493, 1556]
notice-type: TENDER CALL NOTICE [952, 1617, 1496, 1639]
registration-dot [312, 2318, 328, 2334]
work-name: ପୁରୀ - ଅତିରିକ୍ତ ଟ୍ରେନ୍ ପରିଚାଳନା ସୁବିଧା : ପ୍ଲାଟଫର୍ମ, ମାଟି କାର୍ଯ୍ୟ ସମ୍ପାଦନ, ବାଲାଷ୍ଟ ଯୋଗାଣ ଏବଂ ଅନ୍ୟ ଆନୁଷଙ୍ଗିକ କାର୍ଯ୍ୟ ସମୂହ। [1135, 1317, 1478, 1340]
table-cell: : ତା.04.04.2014 ରିଖ 12.00 ଘଟିକା ପର୍ଯ୍ୟନ୍ତ [1316, 1400, 1491, 1410]
signature: Sd./- Executive Officer, NAC, Gopalpur [162, 1770, 363, 1782]
section-name: IT [1101, 12, 1141, 61]
masthead [0, 0, 1500, 72]
detail-row [764, 1384, 1111, 1422]
detail-value: : Rs.5,000/- + 5% VAT = Rs.5,250/- [934, 1259, 1095, 1295]
note: ଡେଟବାଳ ମାନଦଣ୍ଡଗୁଡ଼ିକୁ ପୂରଣ କରୁଥିବା ଯୁଗ୍ମ ଉଦ୍ୟମ ଫାର୍ମମାନଙ୍କୁ ଅନୁମତି ଦିଆଯିବ ନାହିଁ। [1132, 1425, 1496, 1439]
sbi-meeting-photo [10, 1100, 550, 1240]
registration-dot [715, 2318, 731, 2334]
notice-body: Sealed tenders on plain paper are invited by the undersigned for disposal of the floating pontoon "as is where is basis condition" at Jahnikuda of Chilika Development Authority. The disposal of floating pontoon lying at Jhanikuda under Krushnaprasad Tahasil of Puri district can be inspected by the intending bidders on any working days preceding the last date of submission of tender i.e. 14.03.2014 upto 11.00 A.M. and the same will be opened on the same day at 11.30 A.M. in presence of the bidders or their authorised agents. The authority reserves the right to reject any or all the tenders without assigning any reason thereof. The tender should be furnished in the following format. All other terms and conditions can be dwonloaded from the website of Chilika Development Authority [10, 1921, 365, 2139]
table-cell: 4 [1369, 1902, 1403, 1920]
table-header-row [8, 2142, 368, 2187]
detail-label: Last Date to download the DTCN [764, 1301, 914, 1337]
android-bug-icon [191, 180, 336, 320]
table-cell: ୫।୩।୨୦୧୪ [1133, 1158, 1196, 1174]
table-cell: 297.20 ଲକ୍ଷ [1133, 1368, 1268, 1386]
table-cell: 2 Nos. [165, 1669, 365, 1684]
article-spectrum [560, 80, 750, 520]
notice-chilika: OFFICE OF THE CHIEF EXECUTIVE CHILIKA DEVELOPMENT AUTHORITY C-11, BJB NAGAR, BHUBANESWAR SEALED TENDER CALL NOTICE No.- 03/CDA/2014 Dt.01.03.2014 Sealed tenders on plain paper are invited by the undersigned for disposal of the floating pontoon "as is where is basis condition" at Jahnikuda of Chilika Development Authority. The disposal of floating pontoon lying at Jhanikuda under Krushnaprasad Tahasil of Puri district can be inspected by the intending bidders on any working days preceding the last date of submission of tender i.e. 14.03.2014 upto 11.00 A.M. and the same will be opened on the same day at 11.30 A.M. in presence of the bidders or their authorised agents. The authority reserves the right to reject any or all the tenders without assigning any reason thereof. The tender should be furnished in the following format. All other terms and conditions can be dwonloaded from the website of Chilika Development Authority www.chilika.com. Name of the Tenderer with Address Rate per Metric Ton (to be quoted) App. Weight of the materials Total Amount offered (1) (2) (3) (4) Sd./- Chief Executive Chilika Development Authority [5, 1810, 370, 2302]
table-cell: 2 [987, 1902, 1286, 1920]
table-row [1132, 1386, 1496, 1399]
table-cell: B.Tech in Civil/Agriculture Engineering, 10 years Experience in operation and Maintenance of canals/field channels/PIM Activities [670, 2008, 824, 2059]
table-cell: ଟେଣ୍ଡର ଖୋଲାଯିବାର ତାରିଖ ଓ ସମୟ [1135, 1413, 1268, 1423]
article-body: ନୂଆଦିଲ୍ଲୀ, 2-3(ପି.ଟି.)– ବିଶ୍ୱରେ ଭାରତ ହେଉଛି 5ମ ବୃହତ୍ ବିଲିୟନେୟାର ଦେଶ। ଭାରତରେ 70 ବିଲିୟନେୟାର ବସବାସ କରୁଛନ୍ତି। 18 ବିଲିୟନ ଡଲାର ସମ୍ପତ୍ତି ସହ ରିଲାଏନ୍ସ ଇଣ୍ଡଷ୍ଟ୍ରିଜର ମୁକେଶ ଅମ୍ବାନୀ ଶୀର୍ଷରେ ରହିଛନ୍ତି। [948, 716, 1128, 832]
headline: ଇଣ୍ଡିଆନ ବ୍ୟାଙ୍କ ତାମିଲନାଡୁ ସରକାରଙ୍କ ଦ୍ୱାରା ପୁରସ୍କୃତ [563, 1050, 735, 1113]
notice-east-coast-railway [1130, 1240, 1498, 1573]
notice-date: ତା.21.02.2014ରିଖ [1417, 1291, 1493, 1301]
table-row [390, 2008, 943, 2059]
signature: BALANGIR [795, 1760, 859, 1775]
notice-title [1132, 1242, 1496, 1270]
date: 3 March [258, 38, 334, 60]
table-cell: 6(one in each District) [616, 2008, 670, 2059]
notice-title: OFFICE OF THE CHIEF EXECUTIVE [19, 1814, 356, 1836]
table-cell: 11.00 AM on Dt.14.03.2014 [165, 1753, 365, 1768]
table-cell: 30,000/- [868, 2059, 943, 2119]
notice-title: MUNICIPAL OFFICE, JHARSUGUDA [801, 1056, 1074, 1119]
table-cell: Pani Panchayat Developm ent Team [411, 2119, 469, 2179]
table-cell: ବି.ବି. ହାଇସ୍କୁଲ, ଢେଙ୍କାନାଳ ଅପରାହ୍ନ ୧ ଘଣ୍ଟା [1265, 1142, 1495, 1158]
notice-eprocurement [5, 1548, 368, 1793]
column-header: Rate per Metric Ton (to be quoted) [109, 2142, 204, 2187]
table-cell: O&M Expert [554, 2008, 616, 2059]
slogan: ହର୍ଷର ସହିତ ଗ୍ରାହକଙ୍କ ସେବାରେ [1254, 1558, 1383, 1569]
notice-reference: ଟେଣ୍ଡର ବିଜ୍ଞପ୍ତି ସଂ.CE/Con/HQ/BBS/T/13/2014 [1135, 1291, 1328, 1301]
registration-dot [246, 2318, 262, 2334]
website-link[interactable]: www.jharsuguda.nic.in [764, 1450, 927, 1467]
article-renault [5, 655, 940, 1043]
posts-table [389, 1976, 943, 2179]
table-cell: ହିନ୍ଦୋଳ [1196, 1158, 1265, 1174]
